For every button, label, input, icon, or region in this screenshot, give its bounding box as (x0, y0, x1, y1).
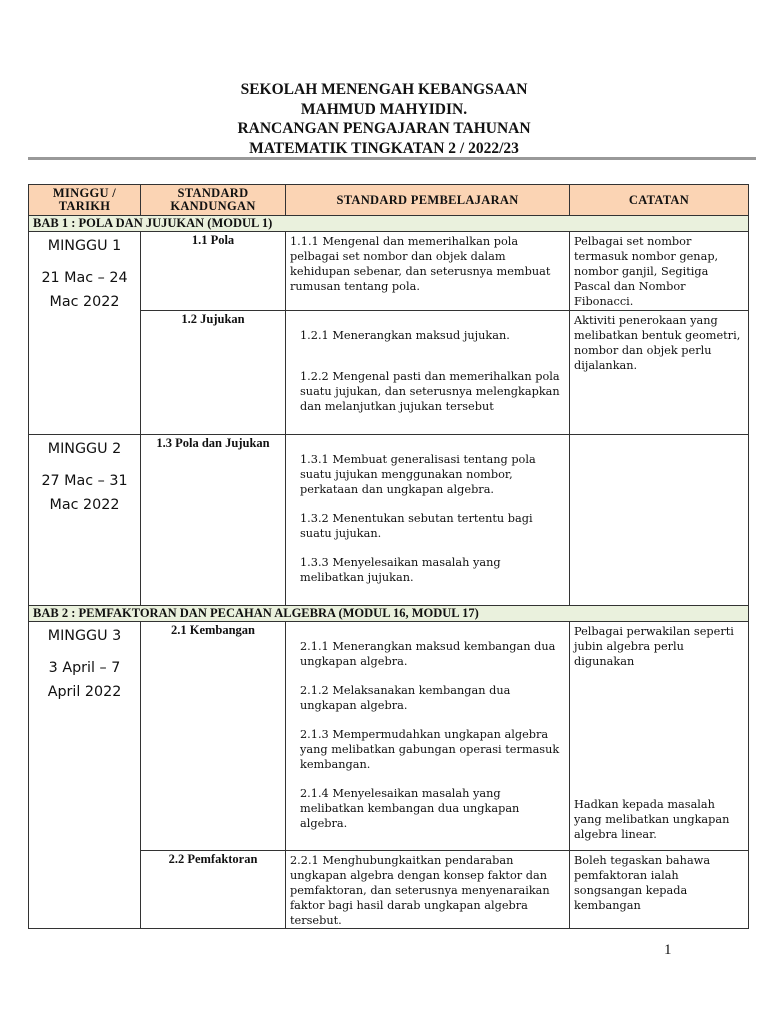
week-2-date-2: Mac 2022 (49, 497, 120, 513)
week-3-cell (29, 622, 141, 929)
document-header (0, 80, 768, 158)
chapter-row (29, 216, 749, 232)
page-number: 1 (664, 942, 672, 958)
table-row (29, 622, 749, 851)
table-row (29, 435, 749, 606)
week-2-date-1: 27 Mac – 31 (41, 473, 128, 489)
week-1-date-1: 21 Mac – 24 (41, 270, 128, 286)
week-2-label: MINGGU 2 (47, 441, 122, 457)
week-1-label: MINGGU 1 (47, 238, 122, 254)
col-header-sp: STANDARD PEMBELAJARAN (286, 185, 570, 216)
sk-1-1: 1.1 Pola (141, 232, 286, 311)
catatan-2-2: Boleh tegaskan bahawa pemfaktoran ialah songsangan kepada kembangan (570, 851, 749, 929)
col-header-sk: STANDARD KANDUNGAN (141, 185, 286, 216)
col-header-minggu: MINGGU / TARIKH (29, 185, 141, 216)
table-row (29, 232, 749, 311)
sp-1-1: 1.1.1 Mengenal dan memerihalkan pola pelbagai set nombor dan objek dalam kehidupan sebenar, dan seterusnya membuat rumusan tentang pola. (286, 232, 570, 311)
chapter-1-title: BAB 1 : POLA DAN JUJUKAN (MODUL 1) (29, 216, 749, 232)
catatan-1-1: Pelbagai set nombor termasuk nombor genap, nombor ganjil, Segitiga Pascal dan Nombor Fibonacci. (570, 232, 749, 311)
chapter-row (29, 606, 749, 622)
week-1-cell (29, 232, 141, 435)
col-header-catatan: CATATAN (570, 185, 749, 216)
sk-1-2: 1.2 Jujukan (141, 311, 286, 435)
catatan-1-2: Aktiviti penerokaan yang melibatkan bentuk geometri, nombor dan objek perlu dijalankan. (570, 311, 749, 435)
school-name: SEKOLAH MENENGAH KEBANGSAAN (240, 81, 528, 98)
lesson-plan-table (28, 184, 749, 929)
header-divider (28, 157, 756, 160)
sp-2-1: 2.1.1 Menerangkan maksud kembangan dua ungkapan algebra. 2.1.2 Melaksanakan kembangan dua ungkapan algebra. 2.1.3 Mempermudahkan ungkapan algebra yang melibatkan gabungan operasi termasuk kembangan. 2.1.4 Menyelesaikan masalah yang melibatkan kembangan dua ungkapan algebra. (286, 622, 570, 851)
week-1-date-2: Mac 2022 (49, 294, 120, 310)
sk-1-3: 1.3 Pola dan Jujukan (141, 435, 286, 606)
catatan-1-3 (570, 435, 749, 606)
week-3-date-1: 3 April – 7 (48, 660, 121, 676)
plan-title: RANCANGAN PENGAJARAN TAHUNAN (237, 120, 531, 137)
week-3-date-2: April 2022 (47, 684, 122, 700)
table-header-row (29, 185, 749, 216)
subject-title: MATEMATIK TINGKATAN 2 / 2022/23 (249, 139, 519, 157)
sp-1-3: 1.3.1 Membuat generalisasi tentang pola suatu jujukan menggunakan nombor, perkataan dan ungkapan algebra. 1.3.2 Menentukan sebutan tertentu bagi suatu jujukan. 1.3.3 Menyelesaikan masalah yang melibatkan jujukan. (286, 435, 570, 606)
catatan-2-1: Pelbagai perwakilan seperti jubin algebra perlu digunakan Hadkan kepada masalah yang melibatkan ungkapan algebra linear. (570, 622, 749, 851)
week-3-label: MINGGU 3 (47, 628, 122, 644)
sk-2-2: 2.2 Pemfaktoran (141, 851, 286, 929)
chapter-2-title: BAB 2 : PEMFAKTORAN DAN PECAHAN ALGEBRA (MODUL 16, MODUL 17) (29, 606, 749, 622)
school-name-2: MAHMUD MAHYIDIN. (300, 100, 468, 118)
sk-2-1: 2.1 Kembangan (141, 622, 286, 851)
week-2-cell (29, 435, 141, 606)
sp-1-2: 1.2.1 Menerangkan maksud jujukan. 1.2.2 Mengenal pasti dan memerihalkan pola suatu jujukan, dan seterusnya melengkapkan dan melanjutkan jujukan tersebut (286, 311, 570, 435)
sp-2-2: 2.2.1 Menghubungkaitkan pendaraban ungkapan algebra dengan konsep faktor dan pemfaktoran, dan seterusnya menyenaraikan faktor bagi hasil darab ungkapan algebra tersebut. (286, 851, 570, 929)
